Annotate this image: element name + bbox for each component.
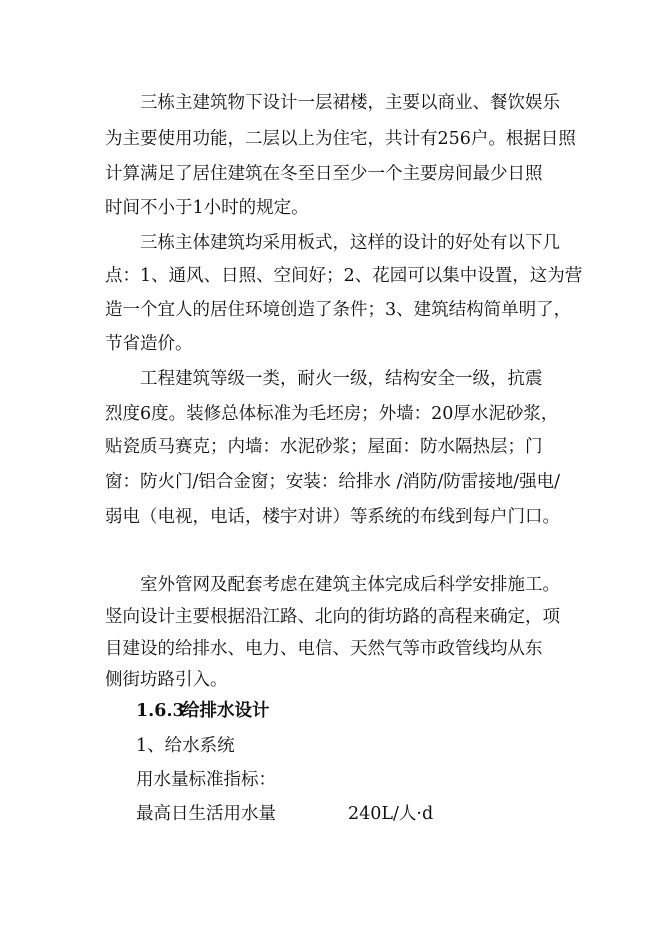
paragraph-line: 贴瓷质马赛克；内墙：水泥砂浆；屋面：防水隔热层；门 [105,437,543,457]
paragraph-line: 烈度6度。装修总体标准为毛坯房；外墙：20厚水泥砂浆， [105,404,559,424]
paragraph-line: 三栋主建筑物下设计一层裙楼，主要以商业、餐饮娱乐 [140,93,560,113]
paragraph-line: 计算满足了居住建筑在冬至日至少一个主要房间最少日照 [105,164,543,184]
paragraph-line: 弱电（电视，电话，楼宇对讲）等系统的布线到每户门口。 [105,507,560,527]
indicator-row-label: 最高日生活用水量 [136,804,276,824]
paragraph-line: 点：1、通风、日照、空间好；2、花园可以集中设置，这为营 [105,266,583,286]
section-title: 给排水设计 [182,701,270,721]
paragraph-line: 竖向设计主要根据沿江路、北向的街坊路的高程来确定，项 [105,607,560,627]
section-number: 1.6.3 [136,701,185,721]
paragraph-line: 工程建筑等级一类，耐火一级，结构安全一级，抗震 [140,369,543,389]
paragraph-line: 节省造价。 [105,334,193,354]
paragraph-line: 三栋主体建筑均采用板式，这样的设计的好处有以下几 [140,233,560,253]
indicator-label: 用水量标准指标： [136,770,276,790]
indicator-row-value: 240L/人·d [348,804,434,824]
paragraph-line: 室外管网及配套考虑在建筑主体完成后科学安排施工。 [140,575,560,595]
paragraph-line: 造一个宜人的居住环境创造了条件；3、建筑结构简单明了， [105,300,572,320]
paragraph-line: 为主要使用功能，二层以上为住宅，共计有256户。根据日照 [105,129,576,149]
paragraph-line: 目建设的给排水、电力、电信、天然气等市政管线均从东 [105,639,543,659]
paragraph-line: 时间不小于1小时的规定。 [105,198,309,218]
paragraph-line: 侧街坊路引入。 [105,670,228,690]
paragraph-line: 窗：防火门/铝合金窗；安装：给排水 /消防/防雷接地/强电/ [105,472,561,492]
section-heading [136,699,270,723]
subsection-heading: 1、给水系统 [136,736,235,756]
